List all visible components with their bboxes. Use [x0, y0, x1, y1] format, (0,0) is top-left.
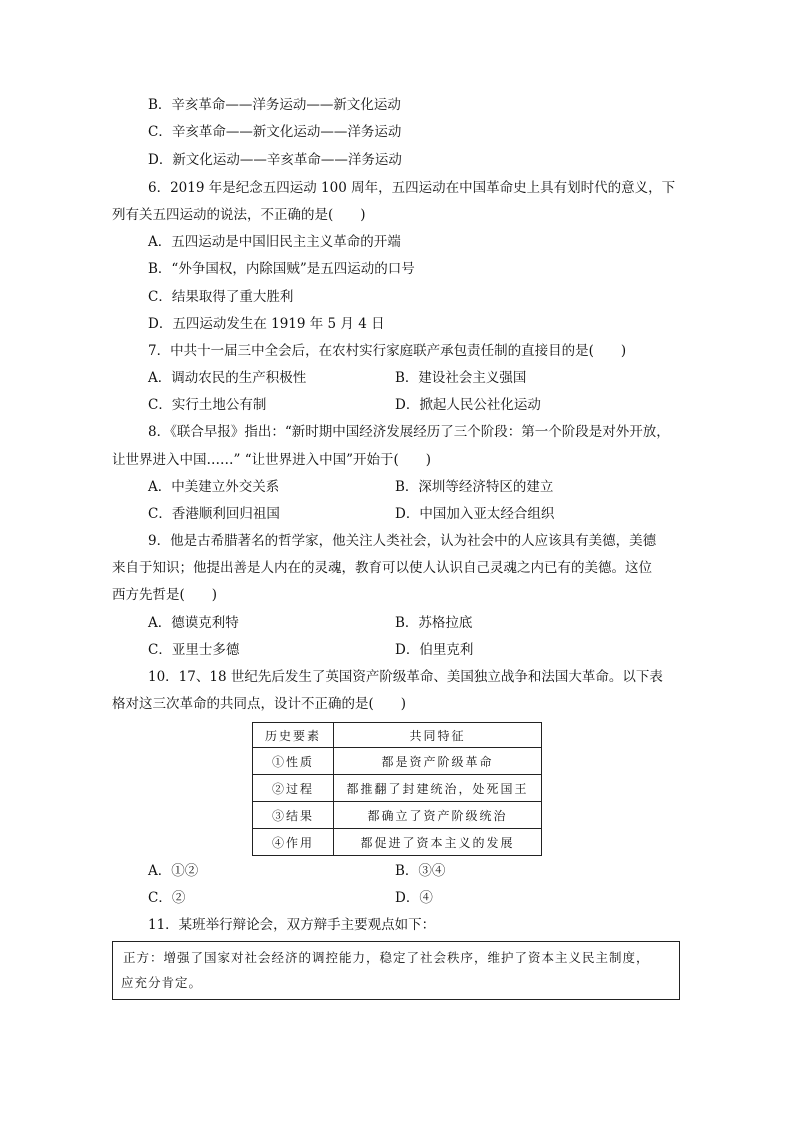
q8-option-c: C．香港顺利回归祖国: [148, 506, 280, 522]
table-cell: ④作用: [253, 829, 334, 856]
table-row: [253, 802, 542, 829]
table-cell: ②过程: [253, 775, 334, 802]
table-cell: 都促进了资本主义的发展: [334, 829, 542, 856]
table-cell: ③结果: [253, 802, 334, 829]
q8-stem-line2: 让世界进入中国……” “让世界进入中国”开始于( ): [112, 452, 432, 468]
q10-option-c: C．②: [148, 890, 186, 906]
table-cell: ①性质: [253, 748, 334, 775]
q7-option-d: D．掀起人民公社化运动: [395, 397, 541, 413]
q9-stem-line1: 9．他是古希腊著名的哲学家，他关注人类社会，认为社会中的人应该具有美德，美德: [148, 533, 657, 549]
q5-option-b: B．辛亥革命——洋务运动——新文化运动: [148, 97, 401, 113]
q10-stem-line2: 格对这三次革命的共同点，设计不正确的是( ): [112, 696, 407, 712]
table-cell: 都是资产阶级革命: [334, 748, 542, 775]
q11-stem: 11．某班举行辩论会，双方辩手主要观点如下：: [148, 917, 436, 933]
q6-option-b: B．“外争国权，内除国贼”是五四运动的口号: [148, 261, 415, 277]
q7-stem: 7．中共十一届三中全会后，在农村实行家庭联产承包责任制的直接目的是( ): [148, 343, 627, 359]
table-cell: 都推翻了封建统治，处死国王: [334, 775, 542, 802]
q10-option-b: B．③④: [395, 863, 446, 879]
q9-option-b: B．苏格拉底: [395, 615, 473, 631]
q8-option-b: B．深圳等经济特区的建立: [395, 479, 554, 495]
q10-option-a: A．①②: [148, 863, 199, 879]
q10-stem-line1: 10．17、18 世纪先后发生了英国资产阶级革命、美国独立战争和法国大革命。以下表: [148, 669, 663, 685]
table-row: [253, 748, 542, 775]
q9-option-d: D．伯里克利: [395, 642, 474, 658]
q5-option-c: C．辛亥革命——新文化运动——洋务运动: [148, 124, 402, 140]
q10-option-d: D．④: [395, 890, 433, 906]
q5-option-d: D．新文化运动——辛亥革命——洋务运动: [148, 152, 402, 168]
table-row: [253, 775, 542, 802]
debate-affirmative-line2: 应充分肯定。: [121, 975, 203, 990]
table-header-row: [253, 723, 542, 748]
q7-option-c: C．实行土地公有制: [148, 397, 267, 413]
q9-option-c: C．亚里士多德: [148, 642, 240, 658]
debate-affirmative-line1: 正方：增强了国家对社会经济的调控能力，稳定了社会秩序，维护了资本主义民主制度，: [123, 950, 650, 965]
q9-option-a: A．德谟克利特: [148, 615, 239, 631]
table-header-cell: 历史要素: [253, 723, 334, 748]
q8-option-d: D．中国加入亚太经合组织: [395, 506, 555, 522]
table-cell: 都确立了资产阶级统治: [334, 802, 542, 829]
q9-stem-line2: 来自于知识；他提出善是人内在的灵魂，教育可以使人认识自己灵魂之内已有的美德。这位: [112, 560, 652, 576]
debate-viewpoint-box: [112, 941, 680, 1000]
q6-stem-line2: 列有关五四运动的说法，不正确的是( ): [112, 207, 366, 223]
q8-stem-line1: 8．《联合早报》指出：“新时期中国经济发展经历了三个阶段：第一个阶段是对外开放，: [148, 424, 670, 440]
q6-option-a: A．五四运动是中国旧民主主义革命的开端: [148, 234, 401, 250]
table-row: [253, 829, 542, 856]
q6-option-c: C．结果取得了重大胜利: [148, 289, 294, 305]
q9-stem-line3: 西方先哲是( ): [112, 587, 218, 603]
q6-option-d: D．五四运动发生在 1919 年 5 月 4 日: [148, 316, 385, 332]
q7-option-a: A．调动农民的生产积极性: [148, 370, 307, 386]
table-header-cell: 共同特征: [334, 723, 542, 748]
q8-option-a: A．中美建立外交关系: [148, 479, 280, 495]
q7-option-b: B．建设社会主义强国: [395, 370, 527, 386]
common-features-table: [252, 722, 542, 856]
q6-stem-line1: 6．2019 年是纪念五四运动 100 周年，五四运动在中国革命史上具有划时代的意义，下: [148, 180, 676, 196]
